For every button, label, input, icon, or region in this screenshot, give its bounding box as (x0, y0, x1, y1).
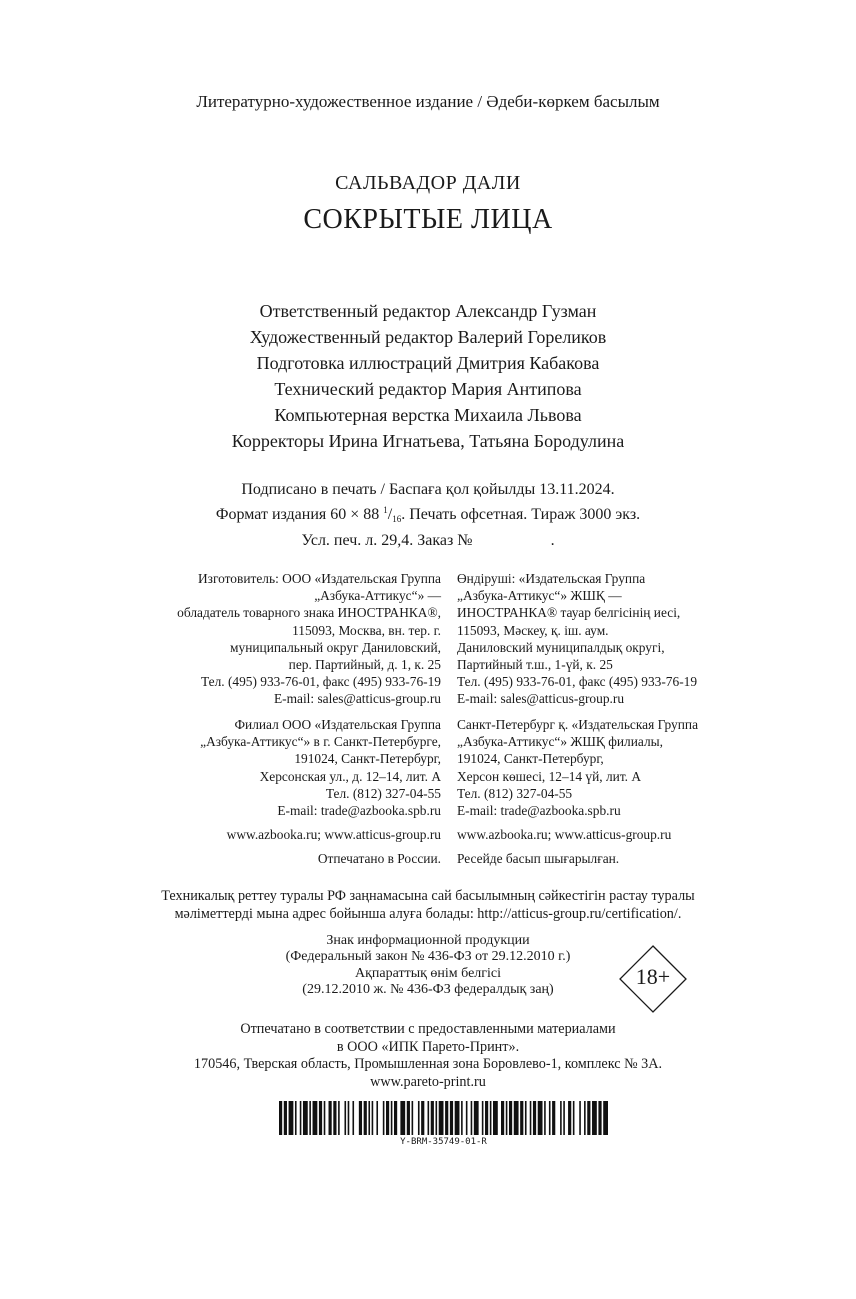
manufacturer-ru-line: „Азбука-Аттикус“» — (314, 588, 441, 604)
barcode-bar (587, 1101, 590, 1135)
barcode-bar (431, 1101, 434, 1135)
barcode-bar (493, 1101, 498, 1135)
barcode-bar (364, 1101, 367, 1135)
branch-kz (457, 716, 787, 819)
barcode-bar (348, 1101, 350, 1135)
signed-to-print: Подписано в печать / Баспаға қол қойылды 13.11.2024. (241, 481, 615, 498)
barcode-bar (300, 1101, 302, 1135)
manufacturer-ru-line: Тел. (495) 933-76-01, факс (495) 933-76-19 (200, 674, 441, 690)
barcode-bar (461, 1101, 463, 1135)
printer-line: Отпечатано в соответствии с предоставленными материалами (240, 1021, 616, 1037)
manufacturer-kz-line: 115093, Мәскеу, қ. іш. аум. (457, 622, 609, 638)
barcode-bar (530, 1101, 532, 1135)
barcode-bar (525, 1101, 527, 1135)
format-prefix: Формат издания 60 × 88 (215, 506, 384, 523)
barcode-bar (485, 1101, 488, 1135)
branch-kz-line: 191024, Санкт-Петербург, (457, 751, 604, 767)
barcode-bar (501, 1101, 504, 1135)
order-line (0, 530, 856, 551)
barcode-bar (309, 1101, 311, 1135)
barcode-bar (552, 1101, 555, 1135)
barcode-bar (436, 1101, 438, 1135)
barcode-bar (533, 1101, 536, 1135)
tech-regulation (0, 887, 856, 923)
manufacturer-kz-line: „Азбука-Аттикус“» ЖШҚ — (457, 588, 622, 604)
manufacturer-ru-line: обладатель товарного знака ИНОСТРАНКА®, (177, 605, 441, 621)
barcode-bar (598, 1101, 601, 1135)
barcode-bar (471, 1101, 473, 1135)
barcode-bar (372, 1101, 374, 1135)
barcode-bar (376, 1101, 378, 1135)
printed-in-russia: Отпечатано в России. (317, 851, 441, 866)
branch-ru-line: Филиал ООО «Издательская Группа (234, 717, 441, 732)
info-sign-line: Знак информационной продукции (326, 933, 530, 948)
barcode-icon (279, 1101, 608, 1135)
barcode-bar (386, 1101, 389, 1135)
barcode-bar (450, 1101, 453, 1135)
book-title: СОКРЫТЫЕ ЛИЦА (303, 204, 553, 235)
barcode-bar (506, 1101, 508, 1135)
barcode-bar (482, 1101, 484, 1135)
barcode-bar (319, 1101, 322, 1135)
barcode-bar (400, 1101, 405, 1135)
manufacturer-ru (111, 570, 441, 708)
barcode-bar (344, 1101, 346, 1135)
order-text: Усл. печ. л. 29,4. Заказ № (301, 532, 473, 549)
barcode-bar (303, 1101, 308, 1135)
barcode-bar (538, 1101, 543, 1135)
barcode-bar (579, 1101, 581, 1135)
barcode-bar (279, 1101, 282, 1135)
printer-line: 170546, Тверская область, Промышленная зона Боровлево-1, комплекс № 3А. (193, 1056, 663, 1073)
barcode-bar (568, 1101, 571, 1135)
barcode-bar (338, 1101, 340, 1135)
barcode-bar (359, 1101, 362, 1135)
printer-line: www.pareto-print.ru (370, 1073, 486, 1090)
tech-regulation-line: мәліметтерді мына адрес бойынша алуға болады: http://atticus-group.ru/certification/. (174, 906, 682, 922)
info-sign-line: (29.12.2010 ж. № 436-ФЗ федералдық заң) (302, 982, 554, 998)
branch-kz-line: E-mail: trade@azbooka.spb.ru (457, 803, 621, 819)
barcode-bar (412, 1101, 414, 1135)
manufacturer-ru-line: E-mail: sales@atticus-group.ru (273, 691, 441, 707)
manufacturer-ru-line: пер. Партийный, д. 1, к. 25 (288, 657, 441, 673)
barcode-bar (560, 1101, 562, 1135)
barcode-bar (368, 1101, 370, 1135)
branch-ru-line: „Азбука-Аттикус“» в г. Санкт-Петербурге, (200, 734, 441, 750)
barcode-bar (466, 1101, 468, 1135)
barcode-bar (421, 1101, 424, 1135)
barcode (279, 1101, 608, 1135)
barcode-bar (313, 1101, 318, 1135)
branch-ru-line: Тел. (812) 327-04-55 (325, 785, 441, 801)
credit-line: Подготовка иллюстраций Дмитрия Кабакова (256, 353, 600, 373)
barcode-bar (563, 1101, 565, 1135)
barcode-bar (520, 1101, 523, 1135)
barcode-bar (439, 1101, 444, 1135)
printed-in-russia-kz: Ресейде басып шығарылған. (457, 851, 620, 866)
barcode-bar (333, 1101, 336, 1135)
format-line (0, 500, 856, 530)
websites-ru: www.azbooka.ru; www.atticus-group.ru (226, 827, 441, 842)
barcode-bar (603, 1101, 608, 1135)
barcode-bar (418, 1101, 420, 1135)
age-rating-badge (619, 945, 687, 1013)
branch-kz-line: Санкт-Петербург қ. «Издательская Группа (457, 717, 699, 732)
credit-line: Ответственный редактор Александр Гузман (259, 301, 597, 321)
edition-type: Литературно-художественное издание / Әдеби-көркем басылым (196, 92, 660, 111)
barcode-bar (490, 1101, 492, 1135)
author-name: САЛЬВАДОР ДАЛИ (335, 172, 521, 194)
credits-list (0, 298, 856, 454)
barcode-text: Y-BRM-35749-01-R (400, 1137, 487, 1147)
barcode-bar (474, 1101, 479, 1135)
barcode-bar (544, 1101, 546, 1135)
manufacturer-kz-line: Тел. (495) 933-76-01, факс (495) 933-76-19 (457, 674, 698, 690)
barcode-bar (445, 1101, 448, 1135)
age-rating-text: 18+ (635, 964, 671, 989)
barcode-bar (394, 1101, 397, 1135)
barcode-bar (584, 1101, 586, 1135)
manufacturer-kz-line: E-mail: sales@atticus-group.ru (457, 691, 625, 707)
info-sign-line: (Федеральный закон № 436-ФЗ от 29.12.2010 г.) (285, 949, 571, 965)
branch-kz-line: Херсон көшесі, 12–14 үй, лит. А (457, 768, 642, 784)
fraction-numerator: 1 (383, 505, 388, 515)
barcode-bar (295, 1101, 297, 1135)
tech-regulation-line: Техникалық реттеу туралы РФ заңнамасына сай басылымның сәйкестігін растау туралы (161, 888, 695, 904)
manufacturer-ru-line: 115093, Москва, вн. тер. г. (292, 622, 441, 638)
barcode-bar (329, 1101, 332, 1135)
print-info (0, 479, 856, 551)
format-suffix: . Печать офсетная. Тираж 3000 экз. (401, 506, 641, 523)
fraction-denominator: 16 (392, 514, 402, 524)
barcode-bar (509, 1101, 512, 1135)
credit-line: Технический редактор Мария Антипова (274, 379, 582, 399)
printer-line: в ООО «ИПК Парето-Принт». (336, 1038, 520, 1055)
barcode-bar (391, 1101, 393, 1135)
barcode-bar (352, 1101, 354, 1135)
credit-line: Компьютерная верстка Михаила Львова (274, 405, 582, 425)
credit-line: Корректоры Ирина Игнатьева, Татьяна Бородулина (231, 431, 625, 451)
printer-info (0, 1021, 856, 1091)
barcode-bar (407, 1101, 410, 1135)
manufacturer-kz-line: Даниловский муниципалдық округі, (457, 639, 665, 655)
barcode-bar (592, 1101, 597, 1135)
order-end: . (550, 532, 555, 549)
barcode-bar (549, 1101, 551, 1135)
branch-ru (111, 716, 441, 819)
info-product-sign (260, 933, 596, 999)
websites-kz: www.azbooka.ru; www.atticus-group.ru (457, 827, 672, 842)
branch-ru-line: Херсонская ул., д. 12–14, лит. А (259, 768, 441, 784)
barcode-bar (514, 1101, 519, 1135)
branch-kz-line: „Азбука-Аттикус“» ЖШҚ филиалы, (457, 734, 663, 750)
barcode-bar (573, 1101, 575, 1135)
manufacturer-kz-line: Партийный т.ш., 1-үй, к. 25 (457, 657, 613, 673)
info-sign-line: Ақпараттық өнім белгісі (354, 965, 502, 981)
manufacturer-kz (457, 570, 787, 708)
barcode-bar (455, 1101, 460, 1135)
barcode-bar (383, 1101, 385, 1135)
barcode-bar (284, 1101, 287, 1135)
barcode-bar (324, 1101, 326, 1135)
barcode-bar (428, 1101, 430, 1135)
branch-ru-line: 191024, Санкт-Петербург, (294, 751, 441, 767)
barcode-bar (289, 1101, 294, 1135)
manufacturer-kz-line: Өндіруші: «Издательская Группа (457, 571, 646, 586)
manufacturer-kz-line: ИНОСТРАНКА® тауар белгісінің иесі, (457, 605, 681, 621)
branch-ru-line: E-mail: trade@azbooka.spb.ru (277, 803, 441, 819)
fraction-separator: / (387, 506, 393, 523)
manufacturer-ru-line: муниципальный округ Даниловский, (230, 639, 441, 655)
credit-line: Художественный редактор Валерий Гореликов (249, 327, 607, 347)
manufacturer-ru-line: Изготовитель: ООО «Издательская Группа (198, 571, 441, 586)
branch-kz-line: Тел. (812) 327-04-55 (457, 785, 573, 801)
